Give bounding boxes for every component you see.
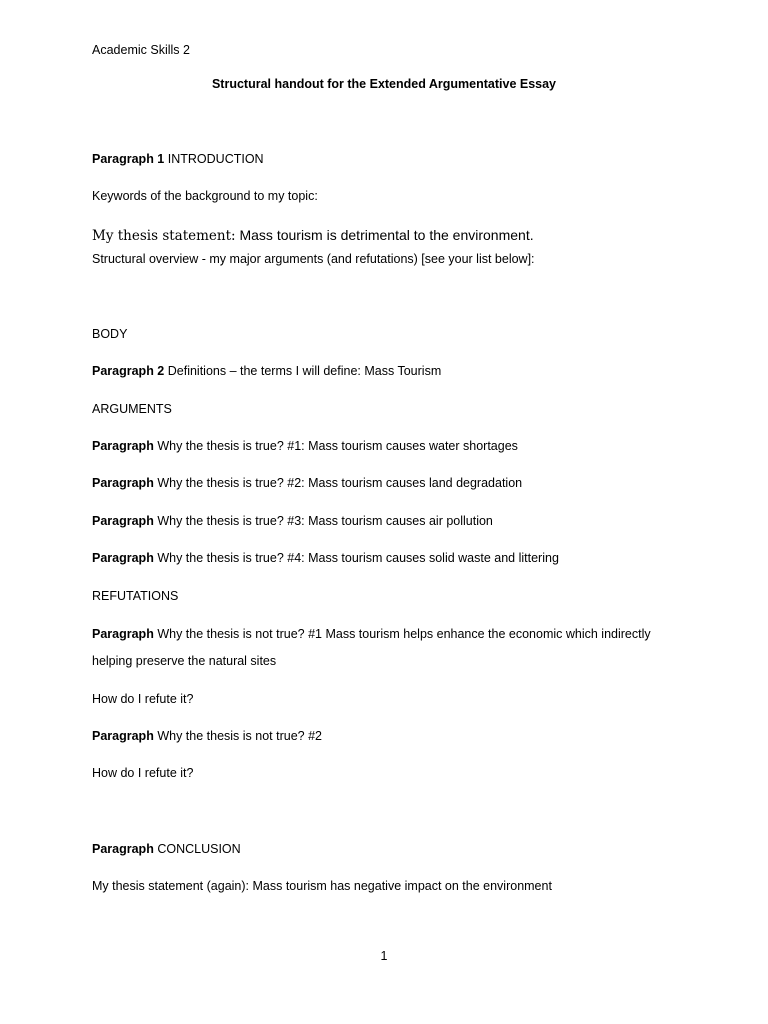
refutations-label: REFUTATIONS [92,589,179,603]
argument-item [92,550,559,566]
argument-bold: Paragraph [92,439,154,453]
thesis-again: My thesis statement (again): Mass tourism has negative impact on the environment [92,879,552,893]
refute-question: How do I refute it? [92,766,194,780]
refutation-bold: Paragraph [92,627,154,641]
thesis-statement [92,227,534,244]
thesis-lead: My thesis statement: [92,228,236,244]
keywords-line: Keywords of the background to my topic: [92,189,318,203]
refute-question: How do I refute it? [92,692,194,706]
argument-text: Why the thesis is true? #1: Mass tourism causes water shortages [157,439,518,453]
refutation-item [92,728,322,744]
definitions-text: Definitions – the terms I will define: Mass Tourism [167,364,442,378]
argument-item [92,513,493,529]
argument-bold: Paragraph [92,551,154,565]
refutation-bold: Paragraph [92,729,154,743]
intro-heading-bold: Paragraph 1 [92,152,165,166]
argument-bold: Paragraph [92,476,154,490]
refutation-text: Why the thesis is not true? #1 Mass tourism helps enhance the economic which indirectly [157,627,651,641]
refutation-continuation: helping preserve the natural sites [92,654,277,668]
argument-text: Why the thesis is true? #2: Mass tourism causes land degradation [157,476,523,490]
intro-heading-text: INTRODUCTION [167,152,264,166]
conclusion-bold: Paragraph [92,842,154,856]
definitions-bold: Paragraph 2 [92,364,165,378]
argument-item [92,475,522,491]
conclusion-text: CONCLUSION [157,842,241,856]
refutation-item [92,626,651,642]
thesis-text: Mass tourism is detrimental to the environment. [239,227,534,243]
document-title: Structural handout for the Extended Argumentative Essay [211,77,557,91]
argument-text: Why the thesis is true? #3: Mass tourism causes air pollution [157,514,493,528]
conclusion-heading [92,841,241,857]
argument-bold: Paragraph [92,514,154,528]
intro-heading [92,151,264,167]
arguments-label: ARGUMENTS [92,402,172,416]
refutation-text: Why the thesis is not true? #2 [157,729,322,743]
page-number: 1 [380,949,388,963]
structural-overview: Structural overview - my major arguments (and refutations) [see your list below]: [92,252,535,266]
argument-text: Why the thesis is true? #4: Mass tourism causes solid waste and littering [157,551,559,565]
body-label: BODY [92,327,128,341]
course-header: Academic Skills 2 [92,43,190,57]
definitions-paragraph [92,363,441,379]
argument-item [92,438,518,454]
